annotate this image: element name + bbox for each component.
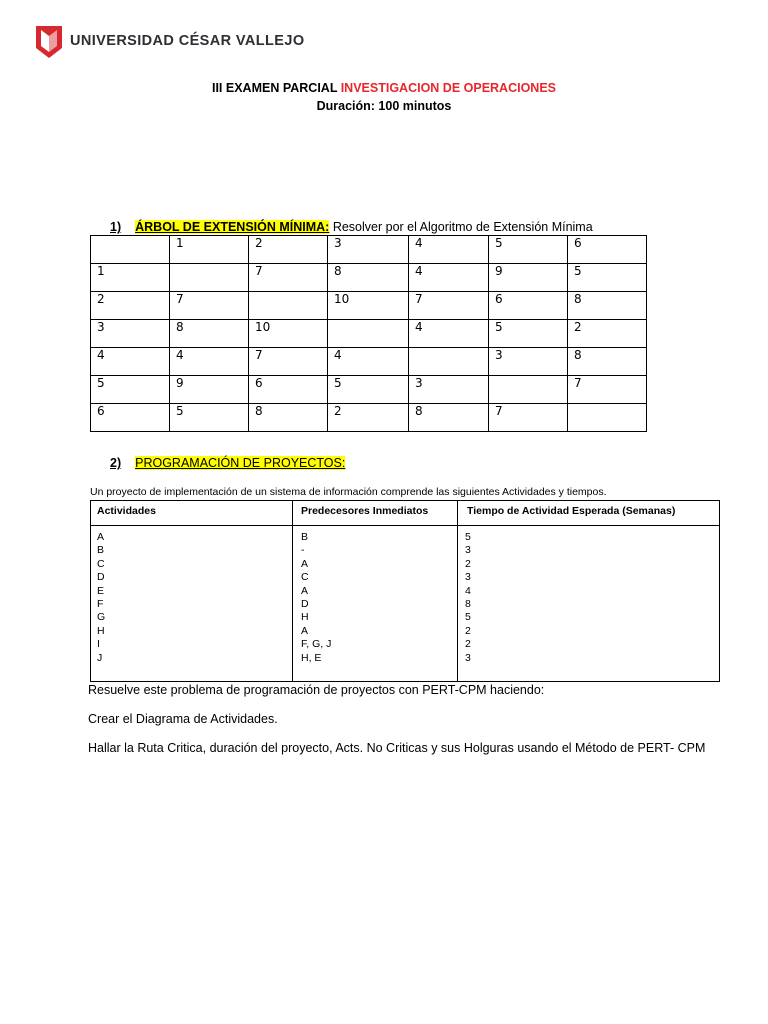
matrix-cell: 7 [249, 348, 328, 376]
activity-cell: F [97, 598, 104, 611]
matrix-row [91, 376, 647, 404]
matrix-row [91, 404, 647, 432]
matrix-header-row [91, 236, 647, 264]
matrix-cell: 9 [489, 264, 568, 292]
section2-intro: Un proyecto de implementación de un sistema de información comprende las siguientes Actividades y tiempos. [90, 486, 607, 498]
section2-heading [110, 456, 345, 470]
matrix-cell: 4 [409, 320, 489, 348]
predecessors-column [301, 531, 331, 665]
section2-title: PROGRAMACIÓN DE PROYECTOS: [135, 456, 346, 470]
matrix-cell: 8 [170, 320, 249, 348]
exam-title-subject: INVESTIGACION DE OPERACIONES [340, 81, 557, 95]
distance-matrix [90, 235, 647, 432]
predecessor-cell: H, E [301, 651, 322, 664]
activity-cell: D [97, 571, 105, 584]
activity-cell: A [97, 531, 105, 543]
predecessor-cell: B [301, 531, 309, 543]
table-divider [457, 501, 458, 681]
matrix-cell: 2 [91, 292, 170, 320]
matrix-cell: 5 [489, 320, 568, 348]
matrix-cell: 3 [489, 348, 568, 376]
matrix-cell: 7 [568, 376, 647, 404]
activity-cell: G [97, 611, 106, 624]
matrix-cell: 2 [568, 320, 647, 348]
matrix-cell: 5 [489, 236, 568, 264]
matrix-cell: 4 [91, 348, 170, 376]
matrix-cell [409, 348, 489, 376]
instruction-3: Hallar la Ruta Critica, duración del proyecto, Acts. No Criticas y sus Holguras usando el Método de PERT- CPM [88, 741, 706, 755]
activities-column [97, 531, 105, 665]
predecessor-cell: A [301, 624, 309, 637]
matrix-cell: 8 [568, 348, 647, 376]
exam-title [0, 81, 768, 95]
time-cell: 3 [465, 651, 471, 664]
matrix-cell: 6 [91, 404, 170, 432]
matrix-cell: 10 [249, 320, 328, 348]
matrix-cell: 3 [328, 236, 409, 264]
time-cell: 5 [465, 611, 471, 624]
matrix-cell: 4 [328, 348, 409, 376]
matrix-cell: 7 [409, 292, 489, 320]
activity-cell: H [97, 624, 105, 637]
table-header-divider [91, 525, 719, 526]
time-cell: 3 [465, 571, 471, 584]
ucv-logo-icon [36, 26, 62, 58]
matrix-cell: 8 [568, 292, 647, 320]
time-cell: 2 [465, 624, 471, 637]
activity-cell: C [97, 557, 105, 570]
matrix-cell [489, 376, 568, 404]
matrix-cell: 1 [91, 264, 170, 292]
matrix-cell: 5 [328, 376, 409, 404]
matrix-cell: 7 [170, 292, 249, 320]
matrix-cell: 4 [409, 236, 489, 264]
matrix-cell: 1 [170, 236, 249, 264]
matrix-cell: 8 [328, 264, 409, 292]
section1-title: ÁRBOL DE EXTENSIÓN MÍNIMA: [135, 220, 330, 234]
time-cell: 3 [465, 544, 471, 557]
predecessor-cell: - [301, 544, 305, 557]
activity-cell: J [97, 651, 103, 664]
matrix-cell: 5 [170, 404, 249, 432]
predecessor-cell: H [301, 611, 309, 624]
time-cell: 8 [465, 598, 471, 611]
header-activities: Actividades [97, 505, 156, 517]
activity-cell: B [97, 544, 105, 557]
matrix-row [91, 292, 647, 320]
section1-instruction: Resolver por el Algoritmo de Extensión Mínima [329, 220, 593, 234]
matrix-cell: 3 [409, 376, 489, 404]
matrix-row [91, 264, 647, 292]
predecessor-cell: A [301, 584, 309, 597]
time-cell: 4 [465, 584, 471, 597]
exam-title-prefix: III EXAMEN PARCIAL [211, 81, 341, 95]
matrix-cell [249, 292, 328, 320]
matrix-cell: 5 [91, 376, 170, 404]
matrix-cell [91, 236, 170, 264]
matrix-cell: 7 [249, 264, 328, 292]
matrix-cell [170, 264, 249, 292]
matrix-cell: 5 [568, 264, 647, 292]
matrix-cell: 2 [249, 236, 328, 264]
matrix-cell: 3 [91, 320, 170, 348]
matrix-cell: 8 [409, 404, 489, 432]
predecessor-cell: D [301, 598, 309, 611]
section1-number: 1) [110, 220, 122, 234]
matrix-cell: 4 [409, 264, 489, 292]
matrix-cell: 2 [328, 404, 409, 432]
matrix-cell: 4 [170, 348, 249, 376]
section1-heading [110, 220, 593, 234]
matrix-cell: 7 [489, 404, 568, 432]
instruction-1: Resuelve este problema de programación de proyectos con PERT-CPM haciendo: [88, 683, 545, 697]
activity-cell: E [97, 584, 105, 597]
matrix-cell: 10 [328, 292, 409, 320]
exam-duration: Duración: 100 minutos [316, 99, 452, 113]
times-column [465, 531, 471, 665]
matrix-cell: 6 [249, 376, 328, 404]
matrix-cell: 9 [170, 376, 249, 404]
matrix-cell [328, 320, 409, 348]
university-logo [36, 26, 305, 58]
activities-table [90, 500, 720, 682]
matrix-row [91, 320, 647, 348]
time-cell: 2 [465, 557, 471, 570]
predecessor-cell: C [301, 571, 309, 584]
section2-number: 2) [110, 456, 122, 470]
matrix-cell: 6 [489, 292, 568, 320]
logo-text: UNIVERSIDAD CÉSAR VALLEJO [70, 33, 305, 49]
predecessor-cell: A [301, 557, 309, 570]
time-cell: 5 [465, 531, 471, 543]
matrix-cell: 8 [249, 404, 328, 432]
matrix-cell: 6 [568, 236, 647, 264]
time-cell: 2 [465, 638, 471, 651]
matrix-row [91, 348, 647, 376]
table-divider [292, 501, 293, 681]
predecessor-cell: F, G, J [301, 638, 332, 651]
header-time: Tiempo de Actividad Esperada (Semanas) [467, 505, 676, 517]
matrix-cell [568, 404, 647, 432]
instruction-2: Crear el Diagrama de Actividades. [88, 712, 278, 726]
header-predecessors: Predecesores Inmediatos [301, 505, 429, 517]
activity-cell: I [97, 638, 100, 651]
